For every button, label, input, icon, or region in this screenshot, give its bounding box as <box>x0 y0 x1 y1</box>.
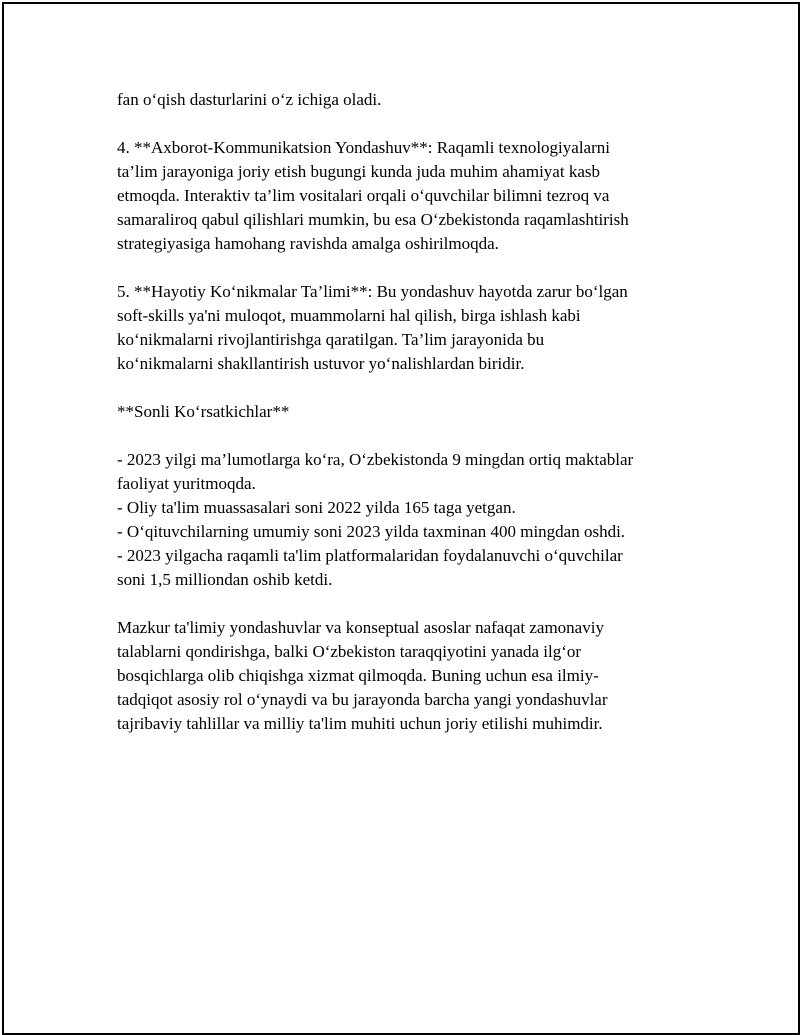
conclusion-line: bosqichlarga olib chiqishga xizmat qilmoqda. Buning uchun esa ilmiy- <box>117 666 599 685</box>
conclusion-paragraph <box>117 616 697 736</box>
item-4-line: ta’lim jarayoniga joriy etish bugungi kunda juda muhim ahamiyat kasb <box>117 162 600 181</box>
item-4-line: 4. **Axborot-Kommunikatsion Yondashuv**: Raqamli texnologiyalarni <box>117 138 610 157</box>
stats-line: - 2023 yilgi ma’lumotlarga ko‘ra, O‘zbekistonda 9 mingdan ortiq maktablar <box>117 450 634 469</box>
paragraph-gap <box>117 592 697 616</box>
conclusion-line: talablarni qondirishga, balki O‘zbekiston taraqqiyotini yanada ilg‘or <box>117 642 582 661</box>
intro-tail-line: fan o‘qish dasturlarini o‘z ichiga oladi. <box>117 90 382 109</box>
paragraph-gap <box>117 112 697 136</box>
paragraph-gap <box>117 256 697 280</box>
stats-heading: **Sonli Ko‘rsatkichlar** <box>117 402 290 421</box>
item-5-line: ko‘nikmalarni rivojlantirishga qaratilgan. Ta’lim jarayonida bu <box>117 330 545 349</box>
item-4-line: strategiyasiga hamohang ravishda amalga oshirilmoqda. <box>117 234 499 253</box>
item-5-line: 5. **Hayotiy Ko‘nikmalar Ta’limi**: Bu yondashuv hayotda zarur bo‘lgan <box>117 282 628 301</box>
item-4-paragraph <box>117 136 697 256</box>
stats-list <box>117 448 697 592</box>
item-4-line: etmoqda. Interaktiv ta’lim vositalari orqali o‘quvchilar bilimni tezroq va <box>117 186 610 205</box>
document-body <box>117 88 697 736</box>
conclusion-line: tajribaviy tahlillar va milliy ta'lim muhiti uchun joriy etilishi muhimdir. <box>117 714 603 733</box>
stats-line: - 2023 yilgacha raqamli ta'lim platformalaridan foydalanuvchi o‘quvchilar <box>117 546 623 565</box>
stats-line: - Oliy ta'lim muassasalari soni 2022 yilda 165 taga yetgan. <box>117 498 516 517</box>
stats-line: - O‘qituvchilarning umumiy soni 2023 yilda taxminan 400 mingdan oshdi. <box>117 522 626 541</box>
stats-line: soni 1,5 milliondan oshib ketdi. <box>117 570 333 589</box>
item-4-line: samaraliroq qabul qilishlari mumkin, bu esa O‘zbekistonda raqamlashtirish <box>117 210 629 229</box>
paragraph-gap <box>117 376 697 400</box>
item-5-line: ko‘nikmalarni shakllantirish ustuvor yo‘nalishlardan biridir. <box>117 354 525 373</box>
item-5-line: soft-skills ya'ni muloqot, muammolarni hal qilish, birga ishlash kabi <box>117 306 581 325</box>
item-5-paragraph <box>117 280 697 376</box>
paragraph-gap <box>117 424 697 448</box>
conclusion-line: Mazkur ta'limiy yondashuvlar va konseptual asoslar nafaqat zamonaviy <box>117 618 604 637</box>
conclusion-line: tadqiqot asosiy rol o‘ynaydi va bu jarayonda barcha yangi yondashuvlar <box>117 690 608 709</box>
stats-line: faoliyat yuritmoqda. <box>117 474 256 493</box>
